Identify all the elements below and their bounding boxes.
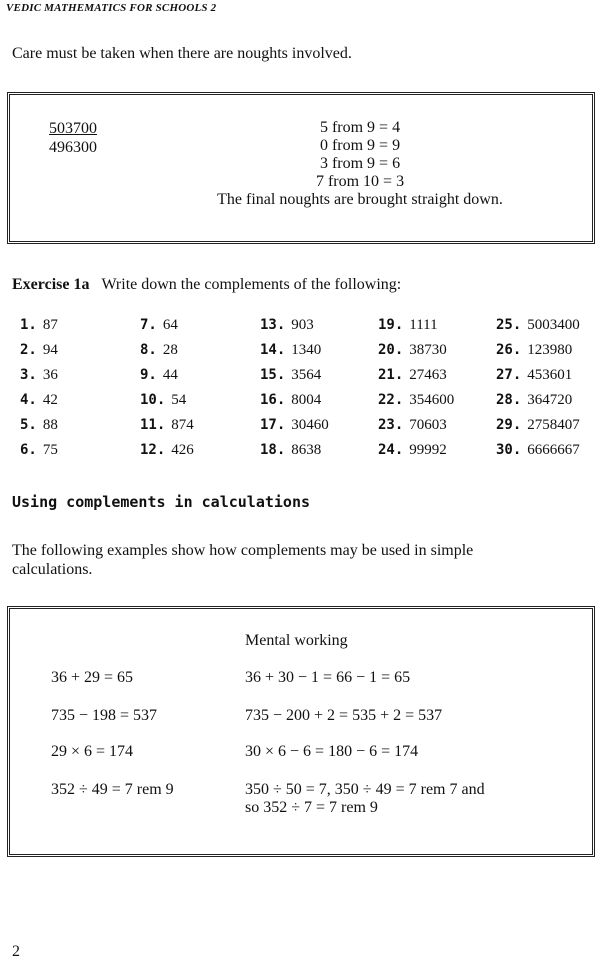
item-number: 2. — [20, 342, 37, 358]
step-line: The final noughts are brought straight down. — [217, 191, 503, 208]
page-number: 2 — [12, 943, 20, 960]
step-line: 3 from 9 = 6 — [319, 155, 401, 172]
item-number: 9. — [140, 367, 157, 383]
item-number: 23. — [378, 417, 404, 433]
working-1: 36 + 30 − 1 = 66 − 1 = 65 — [245, 669, 411, 686]
exercise-item — [260, 388, 378, 413]
sum-2: 735 − 198 = 537 — [51, 707, 158, 724]
step-line: 0 from 9 = 9 — [319, 137, 401, 154]
exercise-item — [260, 363, 378, 388]
exercise-label: Exercise 1a — [12, 276, 90, 293]
item-number: 30. — [496, 442, 522, 458]
item-value: 44 — [162, 367, 178, 383]
working-2: 735 − 200 + 2 = 535 + 2 = 537 — [245, 707, 443, 724]
item-number: 15. — [260, 367, 286, 383]
item-value: 30460 — [291, 417, 329, 433]
item-value: 8004 — [291, 392, 322, 408]
item-number: 7. — [140, 317, 157, 333]
exercise-item — [496, 313, 596, 338]
item-value: 3564 — [291, 367, 322, 383]
exercise-item — [378, 388, 496, 413]
item-number: 26. — [496, 342, 522, 358]
exercise-item — [140, 338, 260, 363]
item-number: 1. — [20, 317, 37, 333]
exercise-item — [20, 363, 140, 388]
item-number: 28. — [496, 392, 522, 408]
item-number: 3. — [20, 367, 37, 383]
subtraction-figure — [49, 119, 97, 157]
working-4-line-2: so 352 ÷ 7 = 7 rem 9 — [245, 799, 378, 816]
exercise-item — [140, 388, 260, 413]
section-text: The following examples show how complements may be used in simple calculations. — [12, 542, 474, 578]
item-number: 8. — [140, 342, 157, 358]
step-line: 5 from 9 = 4 — [319, 119, 401, 136]
exercise-item — [20, 388, 140, 413]
item-number: 29. — [496, 417, 522, 433]
item-value: 874 — [171, 417, 194, 433]
item-value: 6666667 — [527, 442, 580, 458]
sum-4: 352 ÷ 49 = 7 rem 9 — [51, 781, 174, 798]
item-value: 64 — [162, 317, 178, 333]
exercise-item — [378, 313, 496, 338]
item-number: 19. — [378, 317, 404, 333]
item-value: 38730 — [409, 342, 447, 358]
exercise-item — [496, 388, 596, 413]
item-number: 4. — [20, 392, 37, 408]
section-heading: Using complements in calculations — [12, 493, 311, 511]
working-3: 30 × 6 − 6 = 180 − 6 = 174 — [245, 743, 419, 760]
item-value: 1340 — [291, 342, 322, 358]
item-number: 16. — [260, 392, 286, 408]
exercise-item — [140, 363, 260, 388]
item-value: 8638 — [291, 442, 322, 458]
item-value: 903 — [291, 317, 314, 333]
exercise-item — [496, 338, 596, 363]
item-value: 1111 — [409, 317, 438, 333]
item-number: 27. — [496, 367, 522, 383]
item-value: 42 — [42, 392, 58, 408]
item-value: 364720 — [527, 392, 573, 408]
example-box-noughts — [7, 92, 595, 244]
item-value: 453601 — [527, 367, 573, 383]
item-value: 354600 — [409, 392, 455, 408]
exercise-item — [496, 413, 596, 438]
item-number: 17. — [260, 417, 286, 433]
item-value: 426 — [171, 442, 194, 458]
exercise-heading — [12, 276, 401, 294]
item-number: 22. — [378, 392, 404, 408]
exercise-item — [20, 313, 140, 338]
item-value: 123980 — [527, 342, 573, 358]
exercise-item — [378, 363, 496, 388]
mental-working-header: Mental working — [245, 632, 348, 649]
item-number: 5. — [20, 417, 37, 433]
exercise-item — [140, 313, 260, 338]
exercise-item — [140, 438, 260, 463]
item-number: 18. — [260, 442, 286, 458]
exercise-item — [260, 338, 378, 363]
exercise-grid — [20, 313, 596, 463]
exercise-item — [260, 438, 378, 463]
item-value: 54 — [171, 392, 187, 408]
bottom-number: 496300 — [49, 139, 97, 156]
item-value: 28 — [162, 342, 178, 358]
item-value: 99992 — [409, 442, 447, 458]
steps-list — [195, 119, 525, 209]
item-value: 27463 — [409, 367, 447, 383]
exercise-item — [378, 438, 496, 463]
sum-3: 29 × 6 = 174 — [51, 743, 134, 760]
item-number: 13. — [260, 317, 286, 333]
exercise-item — [260, 313, 378, 338]
item-number: 12. — [140, 442, 166, 458]
exercise-item — [140, 413, 260, 438]
item-number: 24. — [378, 442, 404, 458]
example-box-calculations — [7, 606, 595, 857]
exercise-instruction: Write down the complements of the following: — [101, 276, 402, 293]
intro-text: Care must be taken when there are noughts involved. — [12, 45, 352, 62]
exercise-item — [496, 438, 596, 463]
step-line: 7 from 10 = 3 — [315, 173, 405, 190]
item-value: 75 — [42, 442, 58, 458]
item-number: 25. — [496, 317, 522, 333]
exercise-item — [378, 413, 496, 438]
exercise-item — [20, 413, 140, 438]
item-number: 10. — [140, 392, 166, 408]
item-value: 94 — [42, 342, 58, 358]
item-value: 36 — [42, 367, 58, 383]
item-number: 20. — [378, 342, 404, 358]
exercise-item — [20, 438, 140, 463]
exercise-item — [20, 338, 140, 363]
item-value: 2758407 — [527, 417, 580, 433]
item-value: 5003400 — [527, 317, 580, 333]
exercise-item — [378, 338, 496, 363]
item-number: 21. — [378, 367, 404, 383]
working-4-line-1: 350 ÷ 50 = 7, 350 ÷ 49 = 7 rem 7 and — [245, 781, 485, 798]
item-number: 6. — [20, 442, 37, 458]
item-number: 11. — [140, 417, 166, 433]
item-value: 87 — [42, 317, 58, 333]
running-header: VEDIC MATHEMATICS FOR SCHOOLS 2 — [6, 2, 217, 14]
top-number: 503700 — [49, 120, 97, 137]
item-value: 70603 — [409, 417, 447, 433]
working-4 — [245, 781, 485, 817]
item-number: 14. — [260, 342, 286, 358]
item-value: 88 — [42, 417, 58, 433]
exercise-item — [260, 413, 378, 438]
exercise-item — [496, 363, 596, 388]
sum-1: 36 + 29 = 65 — [51, 669, 134, 686]
